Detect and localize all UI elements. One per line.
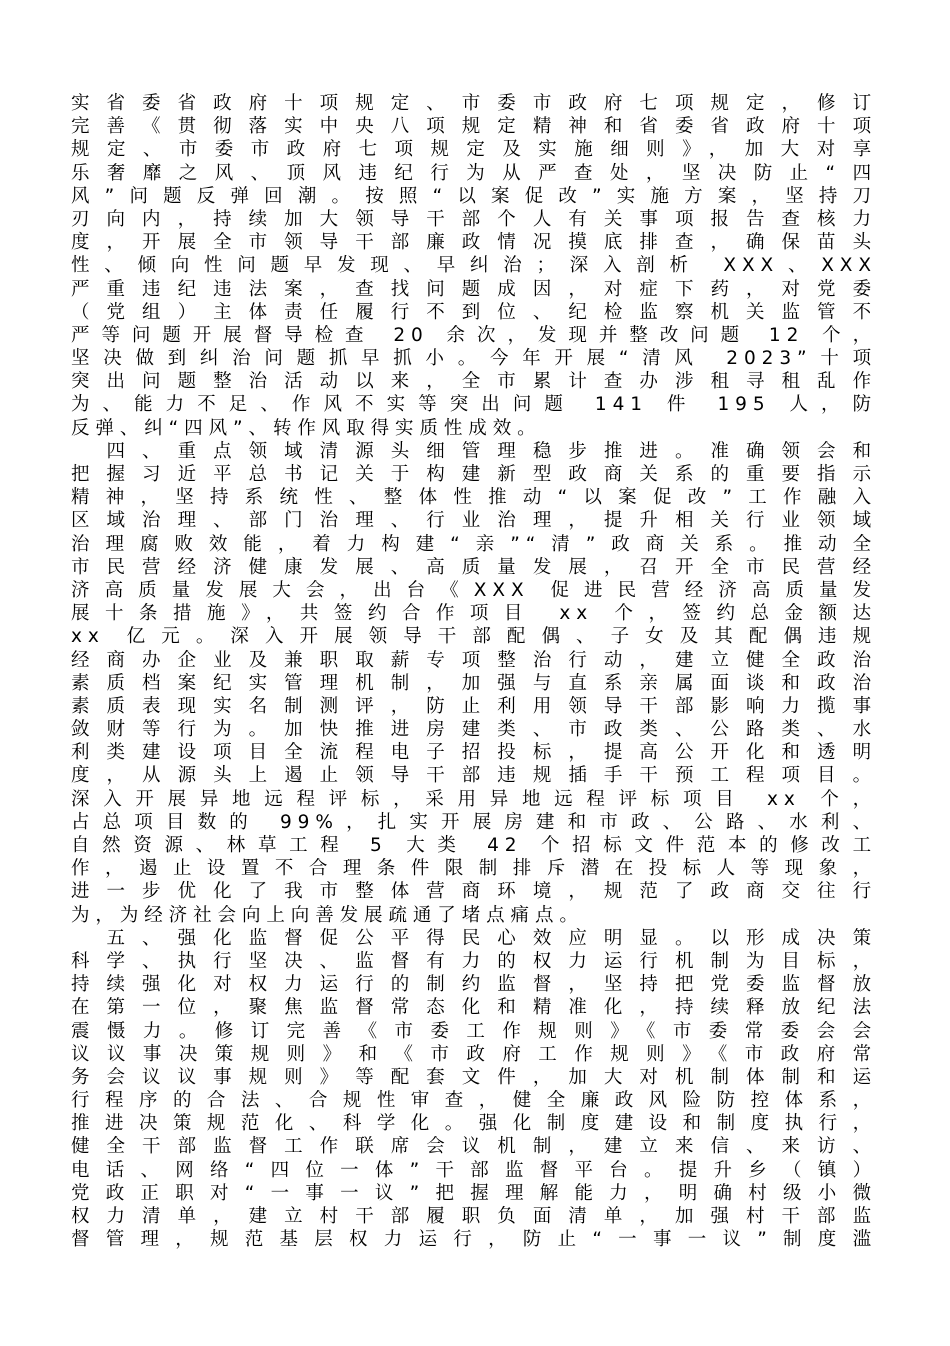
text-line: 推进决策规范化、科学化。强化制度建设和制度执行， <box>71 1113 877 1135</box>
text-line: 持续强化对权力运行的制约监督，坚持把党委监督放 <box>71 974 877 996</box>
text-line: 规定、市委市政府七项规定及实施细则》，加大对享 <box>71 139 877 161</box>
text-line: 治理腐败效能，着力构建“亲”“清”政商关系。推动全 <box>71 533 877 555</box>
text-line: 在第一位，聚焦监督常态化和精准化，持续释放纪法 <box>71 997 877 1019</box>
text-line: 经商办企业及兼职取薪专项整治行动，建立健全政治 <box>71 649 877 671</box>
text-line: 健全干部监督工作联席会议机制，建立来信、来访、 <box>71 1136 877 1158</box>
text-line: xx 亿元。深入开展领导干部配偶、子女及其配偶违规 <box>71 626 877 648</box>
text-line: 素质表现实名制测评，防止利用领导干部影响力揽事 <box>71 695 877 717</box>
text-line: 突出问题整治活动以来，全市累计查办涉租寻租乱作 <box>71 371 877 393</box>
text-line: 权力清单，建立村干部履职负面清单，加强村干部监 <box>71 1206 877 1227</box>
text-line: 度，从源头上遏止领导干部违规插手干预工程项目。 <box>71 765 877 787</box>
text-line: 科学、执行坚决、监督有力的权力运行机制为目标， <box>71 950 877 972</box>
text-line: 督管理，规范基层权力运行，防止“一事一议”制度滥 <box>71 1229 877 1251</box>
text-line: 度，开展全市领导干部廉政情况摸底排查，确保苗头 <box>71 232 877 254</box>
text-line: 乐奢靡之风、顶风违纪行为从严查处，坚决防止“四 <box>71 162 877 184</box>
text-line: 反弹、纠“四风”、转作风取得实质性成效。 <box>71 417 542 439</box>
text-line: 风”问题反弹回潮。按照“以案促改”实施方案，坚持刀 <box>71 185 877 207</box>
text-line: 占总项目数的 99%，扎实开展房建和市政、公路、水利、 <box>71 811 877 833</box>
text-line: 自然资源、林草工程 5 大类 42 个招标文件范本的修改工 <box>71 835 877 856</box>
text-line: 完善《贯彻落实中央八项规定精神和省委省政府十项 <box>71 116 877 138</box>
text-line: 敛财等行为。加快推进房建类、市政类、公路类、水 <box>71 719 877 741</box>
text-line: 性、倾向性问题早发现、早纠治；深入剖析 XXX、XXX <box>71 255 877 277</box>
text-line: 刃向内，持续加大领导干部个人有关事项报告查核力 <box>71 208 877 230</box>
text-line: 震慑力。修订完善《市委工作规则》《市委常委会会 <box>71 1020 877 1042</box>
text-line: 严等问题开展督导检查 20 余次，发现并整改问题 12 个， <box>71 324 877 346</box>
text-line: 展十条措施》，共签约合作项目 xx 个，签约总金额达 <box>71 603 877 625</box>
text-line: 区域治理、部门治理、行业治理，提升相关行业领域 <box>71 510 877 532</box>
text-line: 行程序的合法、合规性审查，健全廉政风险防控体系， <box>71 1090 877 1112</box>
section-heading-line: 五、强化监督促公平得民心效应明显。以形成决策 <box>71 927 877 949</box>
body-text <box>71 92 877 1275</box>
text-line: 党政正职对“一事一议”把握理解能力，明确村级小微 <box>71 1182 877 1204</box>
text-line: 严重违纪违法案，查找问题成因，对症下药，对党委 <box>71 278 877 300</box>
text-line: 进一步优化了我市整体营商环境，规范了政商交往行 <box>71 881 877 903</box>
text-line: 务会议议事规则》等配套文件，加大对机制体制和运 <box>71 1066 877 1088</box>
text-line: 市民营经济健康发展、高质量发展，召开全市民营经 <box>71 556 877 578</box>
text-line: 议议事决策规则》和《市政府工作规则》《市政府常 <box>71 1043 877 1065</box>
text-line <box>71 1251 877 1274</box>
text-line: 利类建设项目全流程电子招投标，提高公开化和透明 <box>71 742 877 764</box>
text-line: 济高质量发展大会，出台《XXX 促进民营经济高质量发 <box>71 579 877 601</box>
text-line: 深入开展异地远程评标，采用异地远程评标项目 xx 个， <box>71 788 877 810</box>
text-line: 电话、网络“四位一体”干部监督平台。提升乡（镇） <box>71 1159 877 1181</box>
text-line: 为，为经济社会向上向善发展疏通了堵点痛点。 <box>71 904 584 926</box>
text-line: 为、能力不足、作风不实等突出问题 141 件 195 人，防 <box>71 394 877 416</box>
text-line: （党组）主体责任履行不到位、纪检监察机关监管不 <box>71 301 877 323</box>
text-line: 实省委省政府十项规定、市委市政府七项规定，修订 <box>71 93 877 114</box>
text-line: 素质档案纪实管理机制，加强与直系亲属面谈和政治 <box>71 672 877 694</box>
text-line: 作，遏止设置不合理条件限制排斥潜在投标人等现象， <box>71 858 877 880</box>
text-line: 精神，坚持系统性、整体性推动“以案促改”工作融入 <box>71 487 877 509</box>
text-line: 坚决做到纠治问题抓早抓小。今年开展“清风 2023”十项 <box>71 348 877 370</box>
section-heading-line: 四、重点领域清源头细管理稳步推进。准确领会和 <box>71 440 877 462</box>
text-line: 把握习近平总书记关于构建新型政商关系的重要指示 <box>71 464 877 485</box>
